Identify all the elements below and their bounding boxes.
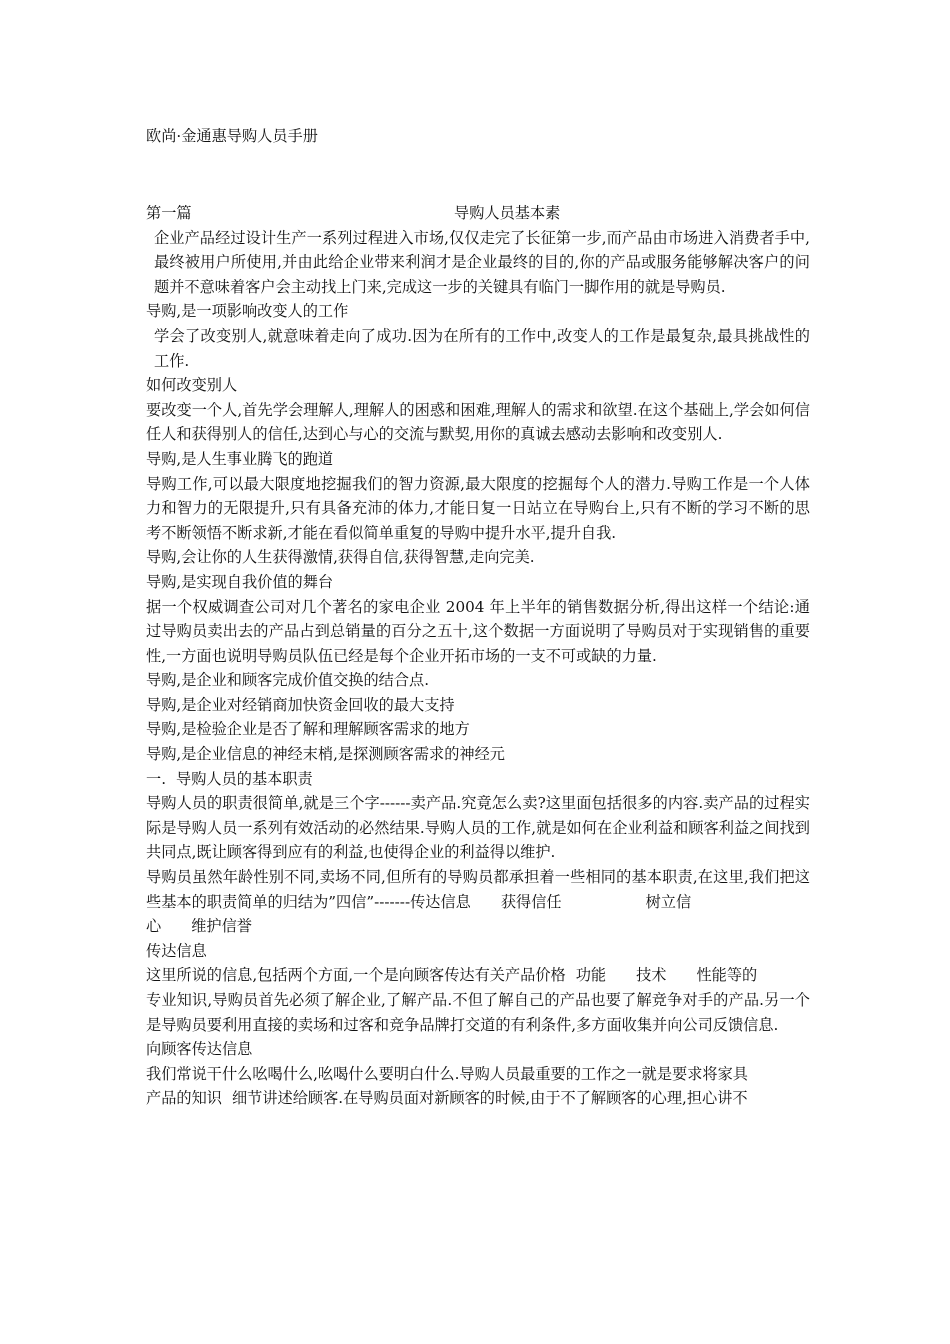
convey-text-a: 这里所说的信息,包括两个方面,一个是向顾客传达有关产品价格 [146, 966, 566, 985]
document-title: 欧尚·金通惠导购人员手册 [146, 127, 318, 145]
heading-to-customer: 向顾客传达信息 [146, 1040, 253, 1059]
duty-item-confidence-a: 树立信 [645, 892, 692, 911]
part-label: 第一篇 [146, 204, 192, 222]
convey-word-function: 功能 [575, 966, 607, 985]
paragraph-to-customer [146, 1062, 810, 1111]
paragraph-stage: 据一个权威调查公司对几个著名的家电企业 2004 年上半年的销售数据分析,得出这样一个结论:通过导购员卖出去的产品占到总销量的百分之五十,这个数据一方面说明了导购员对于实现销售的重要性,一方面也说明导购员队伍已经是每个企业开拓市场的一支不可或缺的力量. [146, 597, 810, 665]
convey-word-technology: 技术 [636, 966, 667, 985]
part-title: 导购人员基本素 [454, 204, 561, 222]
paragraph-career: 导购工作,可以最大限度地挖掘我们的智力资源,最大限度的挖掘每个人的潜力.导购工作是一个人体力和智力的无限提升,只有具备充沛的体力,才能日复一日站立在导购台上,只有不断的学习不断的思考不断领悟不断求新,才能在看似简单重复的导购中提升水平,提升自我. [146, 474, 810, 542]
paragraph-duty-2 [146, 865, 810, 939]
convey-text-b: 专业知识,导购员首先必须了解企业,了解产品.不但了解自己的产品也要了解竞争对手的产品.另一个是导购员要利用直接的卖场和过客和竞争品牌打交道的有利条件,多方面收集并向公司反馈信息. [146, 991, 810, 1034]
heading-stage: 导购,是实现自我价值的舞台 [146, 572, 334, 591]
paragraph-change-people: 学会了改变别人,就意味着走向了成功.因为在所有的工作中,改变人的工作是最复杂,最具挑战性的工作. [154, 326, 810, 370]
heading-change-people: 导购,是一项影响改变人的工作 [146, 302, 349, 321]
document-body [146, 201, 810, 1111]
line-customer-needs: 导购,是检验企业是否了解和理解顾客需求的地方 [146, 720, 470, 739]
duty-text: 导购员虽然年龄性别不同,卖场不同,但所有的导购员都承担着一些相同的基本职责,在这里,我们把这些基本的职责简单的归结为”四信”-------传达信息 [146, 868, 810, 911]
duty-item-reputation: 维护信誉 [191, 917, 252, 936]
part-heading [146, 201, 810, 226]
duty-item-confidence-b: 心 [146, 917, 162, 936]
heading-convey: 传达信息 [146, 941, 207, 960]
intro-paragraph: 企业产品经过设计生产一系列过程进入市场,仅仅走完了长征第一步,而产品由市场进入消费者手中,最终被用户所使用,并由此给企业带来利润才是企业最终的目的,你的产品或服务能够解决客户的问题并不意味着客户会主动找上门来,完成这一步的关键具有临门一脚作用的就是导购员. [154, 228, 810, 296]
paragraph-convey [146, 963, 810, 1037]
line-fund-recovery: 导购,是企业对经销商加快资金回收的最大支持 [146, 695, 455, 714]
to-customer-text-b2: 细节讲述给顾客.在导购员面对新顾客的时候,由于不了解顾客的心理,担心讲不 [231, 1089, 748, 1108]
to-customer-text-a: 我们常说干什么吆喝什么,吆喝什么要明白什么.导购人员最重要的工作之一就是要求将家具 [146, 1064, 748, 1083]
section-title: 导购人员的基本职责 [176, 769, 313, 788]
section-heading-duties [146, 767, 810, 792]
line-nerve-ending: 导购,是企业信息的神经末梢,是探测顾客需求的神经元 [146, 745, 505, 764]
paragraph-how-change: 要改变一个人,首先学会理解人,理解人的困惑和困难,理解人的需求和欲望.在这个基础上,学会如何信任人和获得别人的信任,达到心与心的交流与默契,用你的真诚去感动去影响和改变别人. [146, 400, 810, 444]
line-value-exchange: 导购,是企业和顾客完成价值交换的结合点. [146, 671, 430, 690]
convey-word-performance: 性能等的 [696, 966, 758, 985]
section-number: 一. [146, 769, 167, 788]
paragraph-career-2: 导购,会让你的人生获得激情,获得自信,获得智慧,走向完美. [146, 548, 535, 567]
paragraph-duty-1: 导购人员的职责很简单,就是三个字------卖产品.究竟怎么卖?这里面包括很多的内容.卖产品的过程实际是导购人员一系列有效活动的必然结果.导购人员的工作,就是如何在企业利益和顾客利益之间找到共同点,既让顾客得到应有的利益,也使得企业的利益得以维护. [146, 794, 810, 862]
heading-career: 导购,是人生事业腾飞的跑道 [146, 449, 334, 468]
duty-item-trust: 获得信任 [500, 892, 562, 911]
heading-how-change: 如何改变别人 [146, 376, 238, 395]
to-customer-text-b1: 产品的知识 [146, 1089, 222, 1108]
